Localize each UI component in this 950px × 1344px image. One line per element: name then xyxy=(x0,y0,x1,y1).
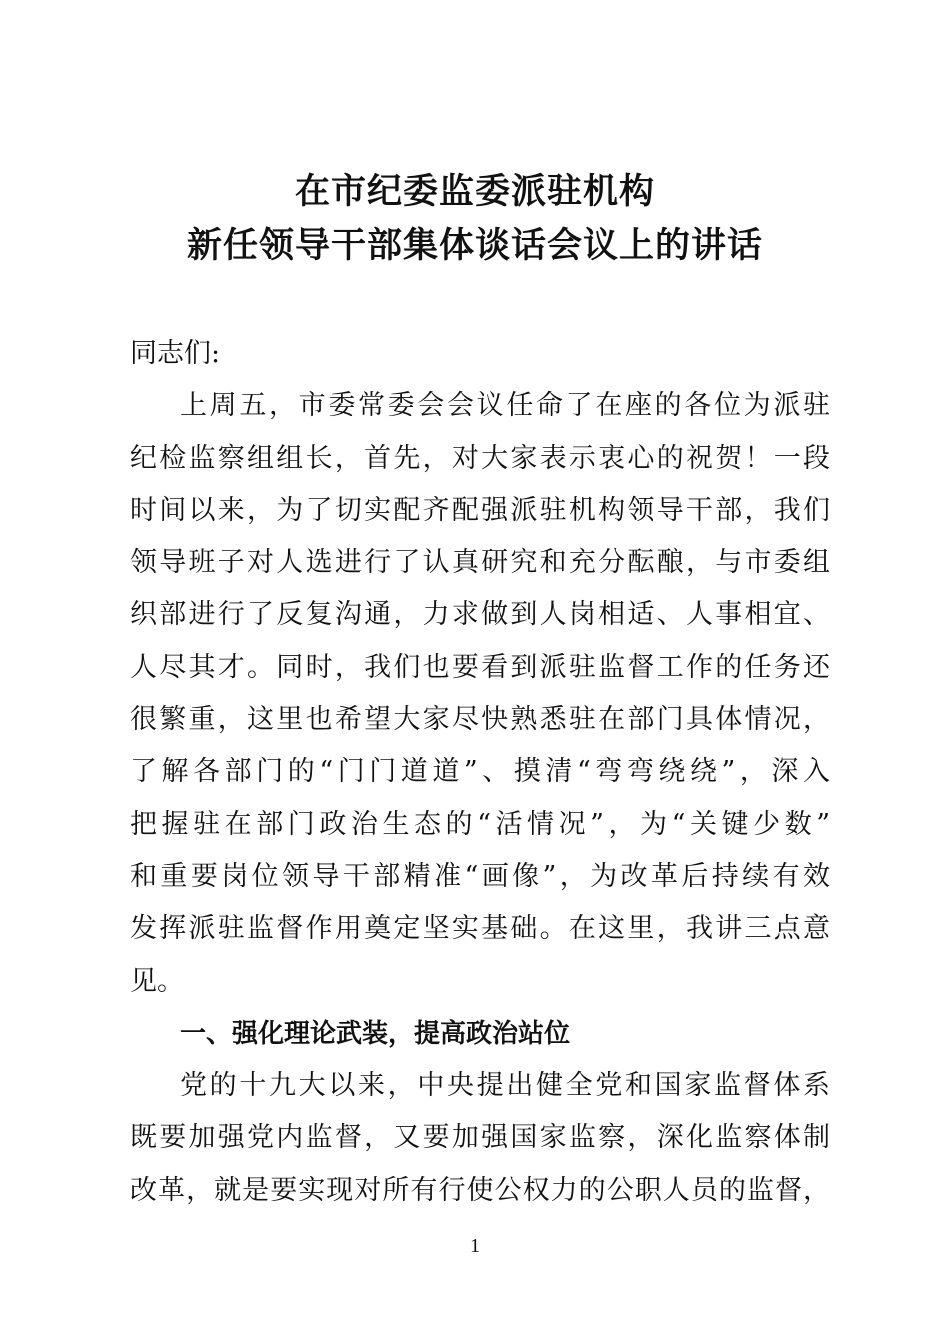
paragraph-line: 领导班子对人选进行了认真研究和充分酝酿，与市委组 xyxy=(130,547,830,579)
paragraph-line: 既要加强党内监督，又要加强国家监察，深化监察体制 xyxy=(130,1122,830,1154)
paragraph-line: 见。 xyxy=(130,965,184,997)
paragraph-line: 党的十九大以来，中央提出健全党和国家监督体系 xyxy=(180,1070,830,1102)
paragraph-line: 发挥派驻监督作用奠定坚实基础。在这里，我讲三点意 xyxy=(130,913,830,945)
paragraph-line: 和重要岗位领导干部精准“画像”，为改革后持续有效 xyxy=(130,860,830,892)
section-heading: 一、强化理论武装，提高政治站位 xyxy=(180,1018,571,1049)
document-body xyxy=(130,328,830,1217)
paragraph-line: 上周五，市委常委会会议任命了在座的各位为派驻 xyxy=(180,390,830,422)
paragraph-line: 把握驻在部门政治生态的“活情况”，为“关键少数” xyxy=(130,808,830,840)
paragraph-line: 纪检监察组组长，首先，对大家表示衷心的祝贺！一段 xyxy=(130,442,830,474)
document-title-line-1: 在市纪委监委派驻机构 xyxy=(294,172,655,212)
paragraph-line: 织部进行了反复沟通，力求做到人岗相适、人事相宜、 xyxy=(130,599,830,631)
document-title-line-2: 新任领导干部集体谈话会议上的讲话 xyxy=(186,226,763,266)
paragraph-line: 改革，就是要实现对所有行使公权力的公职人员的监督， xyxy=(130,1174,830,1206)
paragraph-line: 人尽其才。同时，我们也要看到派驻监督工作的任务还 xyxy=(130,651,830,683)
paragraph-line: 了解各部门的“门门道道”、摸清“弯弯绕绕”，深入 xyxy=(130,756,830,788)
salutation: 同志们: xyxy=(130,338,221,369)
page-number: 1 xyxy=(470,1235,480,1257)
paragraph-line: 时间以来，为了切实配齐配强派驻机构领导干部，我们 xyxy=(130,494,830,526)
paragraph-line: 很繁重，这里也希望大家尽快熟悉驻在部门具体情况， xyxy=(130,704,830,736)
